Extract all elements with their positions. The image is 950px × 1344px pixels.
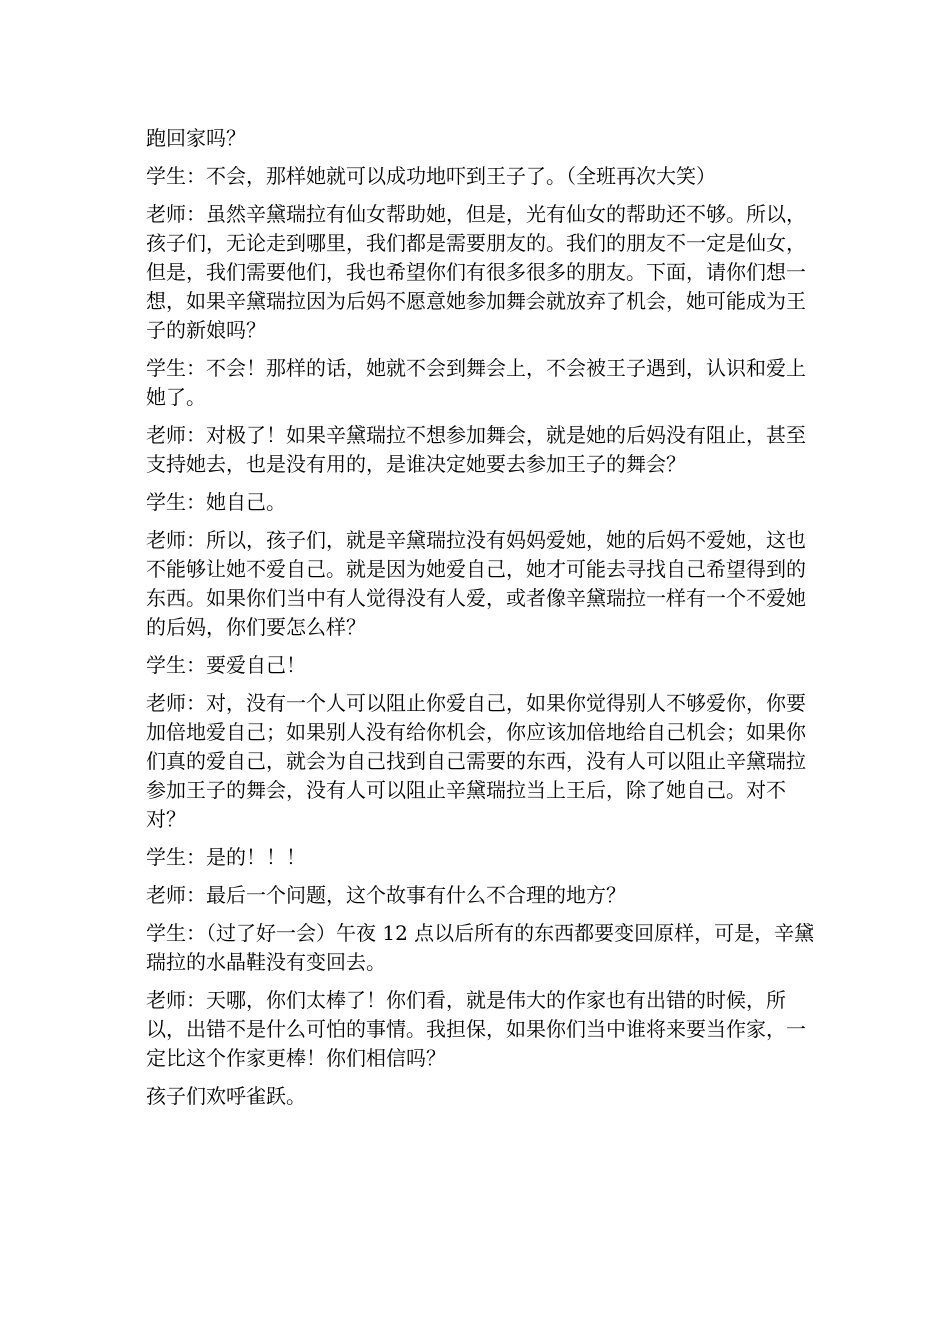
dialogue-text: 对，没有一个人可以阻止你爱自己，如果你觉得别人不够爱你，你要加倍地爱自己；如果别人没有给你机会，你应该加倍地给自己机会；如果你们真的爱自己，就会为自己找到自己需要的东西，没有人可以阻止辛黛瑞拉参加王子的舞会，没有人可以阻止辛黛瑞拉当上王后，除了她自己。对不对？ [146, 691, 806, 831]
speaker-label: 老师 [146, 528, 186, 552]
speaker-label: 学生 [146, 845, 186, 869]
dialogue-text: 所以，孩子们，就是辛黛瑞拉没有妈妈爱她，她的后妈不爱她，这也不能够让她不爱自己。就是因为她爱自己，她才可能去寻找自己希望得到的东西。如果你们当中有人觉得没有人爱，或者像辛黛瑞拉一样有一个不爱她的后妈，你们要怎么样？ [146, 528, 806, 639]
dialogue-line-student [146, 919, 816, 977]
dialogue-text: 最后一个问题，这个故事有什么不合理的地方？ [206, 883, 626, 907]
dialogue-text: 对极了！如果辛黛瑞拉不想参加舞会，就是她的后妈没有阻止，甚至支持她去，也是没有用的，是谁决定她要去参加王子的舞会？ [146, 423, 806, 476]
speaker-colon: ： [186, 845, 206, 869]
speaker-colon: ： [186, 356, 206, 380]
speaker-label: 老师 [146, 423, 186, 447]
speaker-colon: ： [186, 423, 206, 447]
speaker-colon: ： [186, 691, 206, 715]
dialogue-line-student [146, 651, 816, 680]
speaker-colon: ： [186, 164, 206, 188]
dialogue-text: 要爱自己！ [206, 653, 306, 677]
speaker-colon: ： [186, 653, 206, 677]
dialogue-line-teacher [146, 200, 816, 345]
dialogue-text: 天哪，你们太棒了！你们看，就是伟大的作家也有出错的时候，所以，出错不是什么可怕的事情。我担保，如果你们当中谁将来要当作家，一定比这个作家更棒！你们相信吗？ [146, 988, 806, 1070]
speaker-label: 学生 [146, 164, 186, 188]
speaker-colon: ： [186, 490, 206, 514]
dialogue-line-teacher [146, 881, 816, 910]
speaker-label: 老师 [146, 883, 186, 907]
dialogue-text: （过了好一会）午夜 12 点以后所有的东西都要变回原样，可是，辛黛瑞拉的水晶鞋没有变回去。 [146, 921, 815, 974]
paragraph-text: 跑回家吗？ [146, 126, 246, 150]
speaker-colon: ： [186, 528, 206, 552]
dialogue-line-student [146, 354, 816, 412]
dialogue-text: 虽然辛黛瑞拉有仙女帮助她，但是，光有仙女的帮助还不够。所以，孩子们，无论走到哪里，我们都是需要朋友的。我们的朋友不一定是仙女，但是，我们需要他们，我也希望你们有很多很多的朋友。下面，请你们想一想，如果辛黛瑞拉因为后妈不愿意她参加舞会就放弃了机会，她可能成为王子的新娘吗？ [146, 202, 806, 342]
speaker-label: 老师 [146, 691, 186, 715]
dialogue-line-teacher [146, 526, 816, 642]
paragraph-narration [146, 1082, 816, 1111]
dialogue-line-teacher [146, 689, 816, 834]
dialogue-line-student [146, 162, 816, 191]
dialogue-line-teacher [146, 986, 816, 1073]
dialogue-text: 不会，那样她就可以成功地吓到王子了。（全班再次大笑） [206, 164, 716, 188]
paragraph-text: 孩子们欢呼雀跃。 [146, 1084, 306, 1108]
dialogue-text: 不会！那样的话，她就不会到舞会上，不会被王子遇到，认识和爱上她了。 [146, 356, 806, 409]
dialogue-line-student [146, 488, 816, 517]
speaker-label: 老师 [146, 988, 186, 1012]
dialogue-text: 她自己。 [206, 490, 286, 514]
dialogue-text: 是的！！！ [206, 845, 306, 869]
speaker-label: 学生 [146, 921, 186, 945]
speaker-colon: ： [186, 883, 206, 907]
speaker-label: 学生 [146, 356, 186, 380]
speaker-label: 学生 [146, 653, 186, 677]
dialogue-line-teacher [146, 421, 816, 479]
speaker-label: 学生 [146, 490, 186, 514]
document-body [146, 124, 816, 1120]
speaker-colon: ： [186, 921, 206, 945]
speaker-colon: ： [186, 988, 206, 1012]
dialogue-line-student [146, 843, 816, 872]
speaker-label: 老师 [146, 202, 186, 226]
speaker-colon: ： [186, 202, 206, 226]
paragraph-continuation [146, 124, 816, 153]
